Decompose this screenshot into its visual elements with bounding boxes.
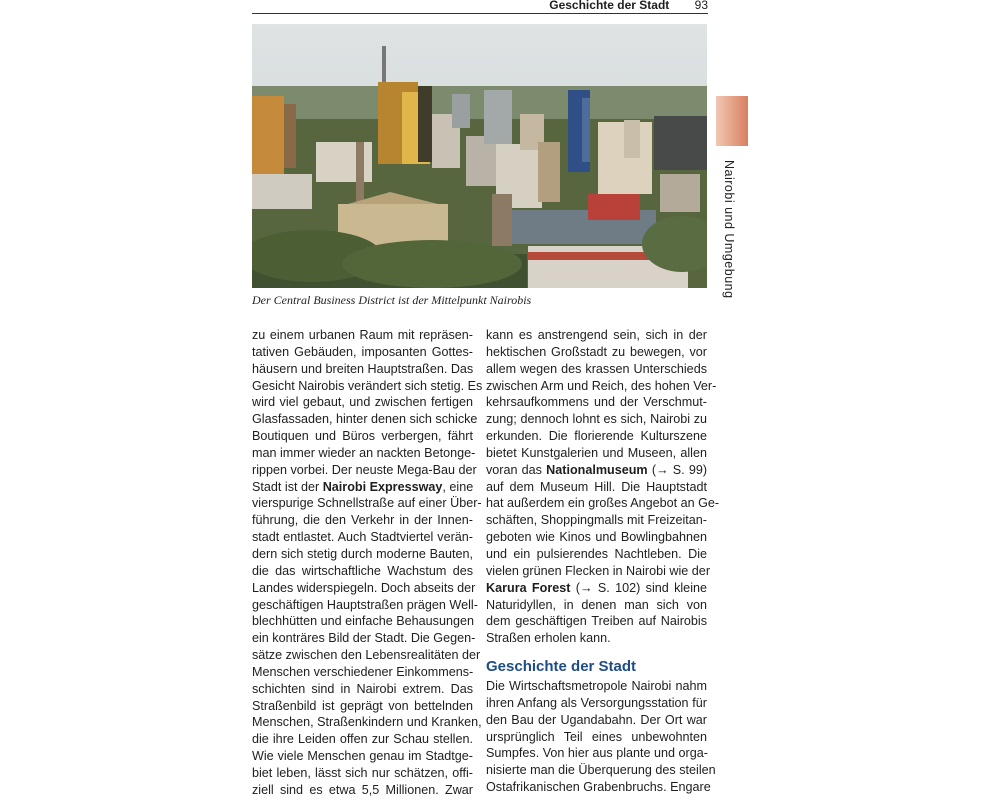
- page-number: 93: [694, 0, 708, 12]
- text-line: Naturidyllen, in denen man sich von: [486, 597, 707, 612]
- text-line: zwischen Arm und Reich, des hohen Ver-: [486, 378, 717, 393]
- text-line: blechhütten und einfache Behausungen: [252, 614, 474, 629]
- text-line: ihren Anfang als Versorgungsstation für: [486, 695, 707, 710]
- text-line: dem geschäftigen Treiben auf Nairobis: [486, 614, 707, 629]
- text-line: zu einem urbanen Raum mit repräsen-: [252, 328, 473, 342]
- text-line: die das wirtschaftliche Wachstum des: [252, 563, 473, 578]
- text-line: hektischen Großstadt zu bewegen, vor: [486, 344, 707, 359]
- text-line: stadt entlastet. Auch Stadtviertel verän-: [252, 530, 473, 545]
- text-line: Glasfassaden, hinter denen sich schicke: [252, 412, 478, 427]
- text-line: Menschen verschiedener Einkommens-: [252, 664, 474, 679]
- chapter-thumb-tab: [716, 96, 748, 146]
- nairobi-expressway-term: Nairobi Expressway: [322, 479, 443, 494]
- text-line: biet leben, lässt sich nur schätzen, offi-: [252, 765, 473, 780]
- text-line: Ostafrikanischen Grabenbruchs. Engare: [486, 780, 711, 795]
- header-title: Geschichte der Stadt: [549, 0, 670, 12]
- text-line: schichten sind in Nairobi extrem. Das: [252, 681, 473, 696]
- skyline-photo: [252, 24, 707, 288]
- text-line: Sumpfes. Von hier aus plante und orga-: [486, 746, 708, 761]
- text-line: ziell sind es etwa 5,5 Millionen. Zwar: [252, 782, 473, 797]
- text-line: Landes widerspiegeln. Doch abseits der: [252, 580, 476, 595]
- right-text-column: [486, 327, 720, 796]
- header-rule: [252, 13, 708, 14]
- text-line: kann es anstrengend sein, sich in der: [486, 328, 707, 342]
- text-line: zung; dennoch lohnt es sich, Nairobi zu: [486, 412, 707, 427]
- text-line: allem wegen des krassen Unterschieds: [486, 361, 707, 376]
- text-line: ein konträres Bild der Stadt. Die Gegen-: [252, 631, 476, 646]
- text-line: rippen vorbei. Der neuste Mega-Bau der: [252, 462, 477, 477]
- chapter-side-label: Nairobi und Umgebung: [722, 160, 736, 299]
- photo-caption: Der Central Business District ist der Mittelpunkt Nairobis: [252, 293, 532, 307]
- running-header: [549, 0, 708, 12]
- text-line: schäften, Shoppingmalls mit Freizeitan-: [486, 513, 707, 528]
- left-text-column: [252, 327, 483, 799]
- text-line: man immer wieder an nackten Betonge-: [252, 445, 476, 460]
- text-line: wird viel gebaut, und zwischen fertigen: [252, 395, 473, 410]
- text-line-museum: voran das Nationalmuseum (→ S. 99): [486, 462, 708, 477]
- text-line: den Bau der Ugandabahn. Der Ort war: [486, 712, 707, 727]
- text-line: vielen grünen Flecken in Nairobi wie der: [486, 563, 711, 578]
- text-line: ursprünglich Teil eines unbewohnten: [486, 729, 707, 744]
- text-line: vierspurige Schnellstraße auf einer Über-: [252, 496, 482, 511]
- text-line: nisierte man die Überquerung des steilen: [486, 763, 716, 778]
- text-line: Menschen, Straßenkindern und Kranken,: [252, 715, 482, 730]
- section-heading: Geschichte der Stadt: [486, 658, 637, 676]
- text-line: bietet Kunstgalerien und Museen, allen: [486, 445, 707, 460]
- text-line: auf dem Museum Hill. Die Hauptstadt: [486, 479, 707, 494]
- text-line: häusern und breiten Hauptstraßen. Das: [252, 361, 474, 376]
- text-line: Straßenbild ist geprägt von bettelnden: [252, 698, 473, 713]
- skyline-illustration: [252, 24, 707, 288]
- text-line: geboten wie Kinos und Bowlingbahnen: [486, 530, 707, 545]
- text-line: tativen Gebäuden, imposanten Gottes-: [252, 344, 473, 359]
- karura-forest-term: Karura Forest: [486, 580, 571, 595]
- text-line: und ein pulsierendes Nachtleben. Die: [486, 546, 707, 561]
- text-line: führung, die den Verkehr in der Innen-: [252, 513, 473, 528]
- text-line: geschäftigen Hauptstraßen prägen Well-: [252, 597, 478, 612]
- text-line: die ihre Leiden offen zur Schau stellen.: [252, 732, 473, 747]
- text-line: Gesicht Nairobis verändert sich stetig. Es: [252, 378, 483, 393]
- text-line-expressway: Stadt ist der Nairobi Expressway, eine: [252, 479, 474, 494]
- text-line: Wie viele Menschen genau im Stadtge-: [252, 749, 473, 764]
- text-line-karura: Karura Forest (→ S. 102) sind kleine: [486, 580, 707, 595]
- text-line: hat außerdem ein großes Angebot an Ge-: [486, 496, 720, 511]
- text-line: dern sich stetig durch moderne Bauten,: [252, 546, 473, 561]
- text-line: erkunden. Die florierende Kulturszene: [486, 429, 707, 444]
- text-line: Die Wirtschaftsmetropole Nairobi nahm: [486, 679, 707, 694]
- text-line: kehrsaufkommens und der Verschmut-: [486, 395, 707, 410]
- nationalmuseum-term: Nationalmuseum: [546, 462, 648, 477]
- text-line: Straßen erholen kann.: [486, 631, 611, 646]
- text-line: sätze zwischen den Lebensrealitäten der: [252, 648, 481, 663]
- text-line: Boutiquen und Büros verbergen, fährt: [252, 429, 473, 444]
